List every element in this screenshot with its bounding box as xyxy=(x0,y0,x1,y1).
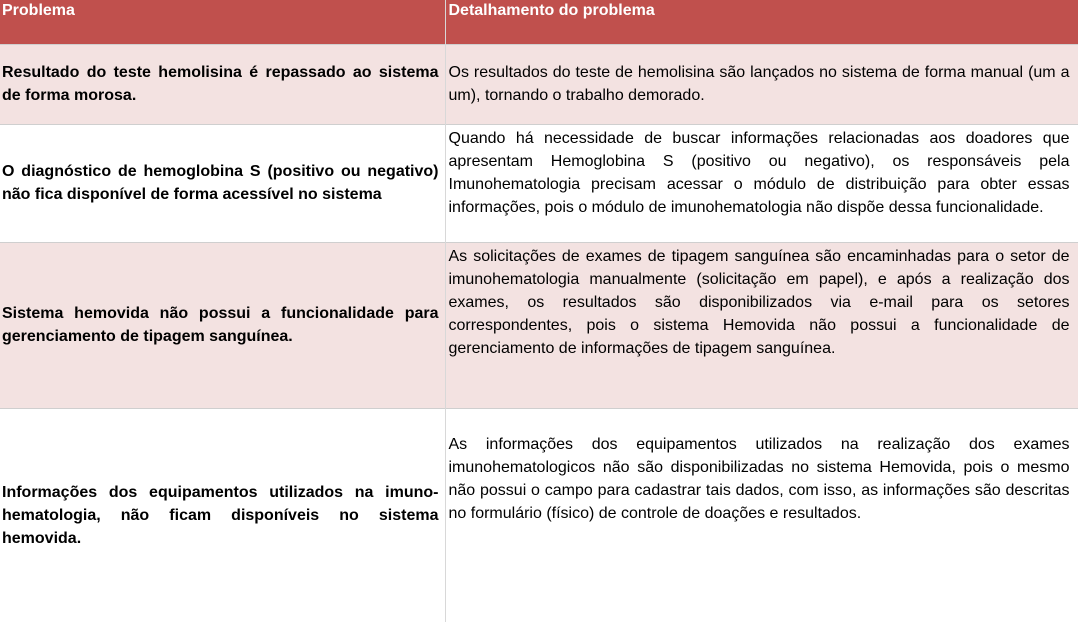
problem-cell: Informações dos equipamentos utilizados na imuno-hematologia, não ficam disponíveis no sistema hemovida. xyxy=(0,408,445,622)
problem-cell: Sistema hemovida não possui a funcionalidade para gerenciamento de tipagem sanguínea. xyxy=(0,242,445,408)
table-row xyxy=(0,44,1078,124)
problem-cell: O diagnóstico de hemoglobina S (positivo ou negativo) não fica disponível de forma acessível no sistema xyxy=(0,124,445,242)
table-body xyxy=(0,44,1078,622)
detail-cell: As solicitações de exames de tipagem sanguínea são encaminhadas para o setor de imunohematologia manualmente (solicitação em papel), e após a realização dos exames, os resultados são disponibilizados via e-mail para os setores correspondentes, pois o sistema Hemovida não possui a funcionalidade de gerenciamento de informações de tipagem sanguínea. xyxy=(445,242,1078,408)
table-row xyxy=(0,124,1078,242)
detail-cell: As informações dos equipamentos utilizados na realização dos exames imunohematologicos não são disponibilizadas no sistema Hemovida, pois o mesmo não possui o campo para cadastrar tais dados, com isso, as informações são descritas no formulário (físico) de controle de doações e resultados. xyxy=(445,408,1078,622)
detail-cell: Os resultados do teste de hemolisina são lançados no sistema de forma manual (um a um), tornando o trabalho demorado. xyxy=(445,44,1078,124)
table-header xyxy=(0,0,1078,44)
problem-cell: Resultado do teste hemolisina é repassado ao sistema de forma morosa. xyxy=(0,44,445,124)
header-row xyxy=(0,0,1078,44)
table-row xyxy=(0,408,1078,622)
header-detail: Detalhamento do problema xyxy=(445,0,1078,44)
table-row xyxy=(0,242,1078,408)
detail-cell: Quando há necessidade de buscar informações relacionadas aos doadores que apresentam Hemoglobina S (positivo ou negativo), os responsáveis pela Imunohematologia precisam acessar o módulo de distribuição para obter essas informações, pois o módulo de imunohematologia não dispõe dessa funcionalidade. xyxy=(445,124,1078,242)
header-problem: Problema xyxy=(0,0,445,44)
